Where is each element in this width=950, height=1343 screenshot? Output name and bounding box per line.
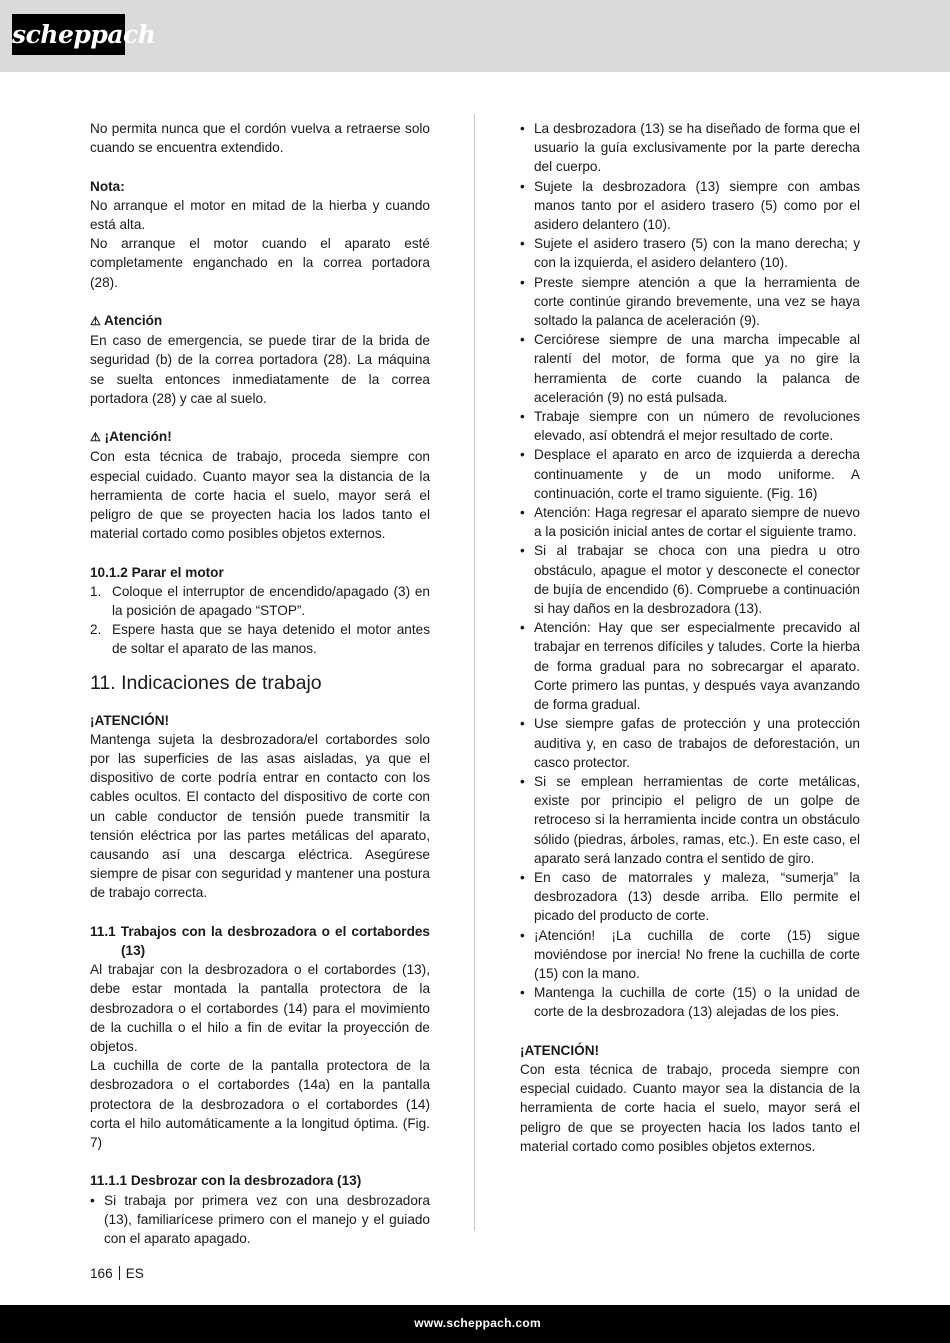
list-item: • Sujete el asidero trasero (5) con la mano derecha; y con la izquierda, el asidero delantero (10). <box>520 236 860 271</box>
brand-logo: scheppach <box>12 14 125 55</box>
column-divider <box>474 114 475 1231</box>
section-heading: 11.1 Trabajos con la desbrozadora o el cortabordes (13) <box>90 923 430 959</box>
paragraph: En caso de emergencia, se puede tirar de la brida de seguridad (b) de la correa portadora (28). La máquina se suelta entonces inmediatamente de la correa portadora (28) y cae al suelo. <box>90 333 430 406</box>
paragraph: No arranque el motor cuando el aparato esté completamente enganchado en la correa portadora (28). <box>90 236 430 290</box>
list-item: 2. Espere hasta que se haya detenido el motor antes de soltar el aparato de las manos. <box>90 622 430 657</box>
bullet-list <box>90 1191 430 1249</box>
page-header <box>0 0 950 72</box>
warning-icon: ⚠ <box>90 314 101 328</box>
list-item: • Sujete la desbrozadora (13) siempre con ambas manos tanto por el asidero trasero (5) como por el asidero delantero (10). <box>520 178 860 233</box>
list-item: • Si se emplean herramientas de corte metálicas, existe por principio el peligro de un golpe de retroceso si la herramienta incide contra un obstáculo sólido (piedras, árboles, ramas, etc.). En este caso, el aparato será lanzado contra el sentido de giro. <box>520 773 860 866</box>
paragraph: La cuchilla de corte de la pantalla protectora de la desbrozadora o el cortabordes (14a) en la pantalla protectora de la desbrozadora o el cortabordes (14) corta el hilo automáticamente a la longitud óptima. (Fig. 7) <box>90 1058 430 1151</box>
list-item: • Cerciórese siempre de una marcha impecable al ralentí del motor, de forma que ya no gire la herramienta de corte cuando la palanca de aceleración (9) no está pulsada. <box>520 332 860 405</box>
left-column <box>90 119 430 1248</box>
list-item: • Atención: Haga regresar el aparato siempre de nuevo a la posición inicial antes de cortar el siguiente tramo. <box>520 505 860 540</box>
warning-title: ¡ATENCIÓN! <box>520 1042 600 1058</box>
list-item: • La desbrozadora (13) se ha diseñado de forma que el usuario la guía exclusivamente por la parte derecha del cuerpo. <box>520 121 860 175</box>
list-item: • Si trabaja por primera vez con una desbrozadora (13), familiarícese primero con el manejo y el guiado con el aparato apagado. <box>90 1192 430 1247</box>
list-item: • En caso de matorrales y maleza, “sumerja” la desbrozadora (13) desde arriba. Ello permite el picado del producto de corte. <box>520 869 860 924</box>
warning-title: ¡ATENCIÓN! <box>90 712 170 728</box>
paragraph: Con esta técnica de trabajo, proceda siempre con especial cuidado. Cuanto mayor sea la distancia de la herramienta de corte hacia el suelo, mayor será el peligro de que se proyecten hacia los lados tanto el material cortado como posibles objetos externos. <box>90 449 430 542</box>
warning-heading: ⚠ ¡Atención! <box>90 429 172 445</box>
list-item: • Preste siempre atención a que la herramienta de corte continúe girando brevemente, una vez se haya soltado la palanca de aceleración (9). <box>520 274 860 329</box>
paragraph: No arranque el motor en mitad de la hierba y cuando está alta. <box>90 197 430 232</box>
list-item: • Trabaje siempre con un número de revoluciones elevado, así obtendrá el mejor resultado de corte. <box>520 409 860 444</box>
paragraph: Con esta técnica de trabajo, proceda siempre con especial cuidado. Cuanto mayor sea la distancia de la herramienta de corte hacia el suelo, mayor será el peligro de que se proyecten hacia los lados tanto el material cortado como posibles objetos externos. <box>520 1061 860 1154</box>
numbered-list <box>90 582 430 659</box>
section-heading: 11.1.1 Desbrozar con la desbrozadora (13) <box>90 1173 362 1189</box>
section-heading: 10.1.2 Parar el motor <box>90 564 224 580</box>
right-column <box>520 119 860 1156</box>
paragraph: No permita nunca que el cordón vuelva a retraerse solo cuando se encuentra extendido. <box>90 121 430 156</box>
paragraph: Al trabajar con la desbrozadora o el cortabordes (13), debe estar montada la pantalla protectora de la desbrozadora o el cortabordes (14) para el movimiento de la cuchilla o el hilo a fin de evitar la proyección de objetos. <box>90 962 430 1055</box>
website-link[interactable]: www.scheppach.com <box>414 1316 541 1330</box>
list-item: • ¡Atención! ¡La cuchilla de corte (15) sigue moviéndose por inercia! No frene la cuchilla de corte (15) con la mano. <box>520 927 860 981</box>
warning-icon: ⚠ <box>90 430 101 445</box>
warning-heading: ⚠ Atención <box>90 313 163 328</box>
list-item: • Si al trabajar se choca con una piedra u otro obstáculo, apague el motor y desconecte el conector de bujía de encendido (6). Compruebe a continuación si hay daños en la desbrozadora (13). <box>520 543 860 617</box>
list-item: • Atención: Hay que ser especialmente precavido al trabajar en terrenos difíciles y taludes. Corte la hierba de forma gradual para no sobrecargar el aparato. Corte primero las puntas, y después vaya avanzando de forma gradual. <box>520 620 860 713</box>
list-item: • Use siempre gafas de protección y una protección auditiva y, en caso de trabajos de deforestación, un casco protector. <box>520 716 860 770</box>
page-footer <box>0 1305 950 1343</box>
chapter-heading: 11. Indicaciones de trabajo <box>90 671 322 694</box>
list-item: 1. Coloque el interruptor de encendido/apagado (3) en la posición de apagado “STOP”. <box>90 583 430 619</box>
list-item: • Mantenga la cuchilla de corte (15) o la unidad de corte de la desbrozadora (13) alejadas de los pies. <box>520 985 860 1020</box>
paragraph: Mantenga sujeta la desbrozadora/el cortabordes solo por las superficies de las asas aisladas, ya que el dispositivo de corte podría entrar en contacto con los cables ocultos. El contacto del dispositivo de corte con un cable conductor de tensión puede transmitir la tensión eléctrica por las partes metálicas del aparato, causando así una descarga eléctrica. Asegúrese siempre de pisar con seguridad y mantener una postura de trabajo correcta. <box>90 731 430 901</box>
note-title: Nota: <box>90 178 125 194</box>
bullet-list <box>520 119 860 1022</box>
language-code: ES <box>125 1266 144 1281</box>
list-item: • Desplace el aparato en arco de izquierda a derecha continuamente y de un modo uniforme. A continuación, corte el tramo siguiente. (Fig. 16) <box>520 447 860 501</box>
page-number: 166 ES <box>90 1266 144 1281</box>
